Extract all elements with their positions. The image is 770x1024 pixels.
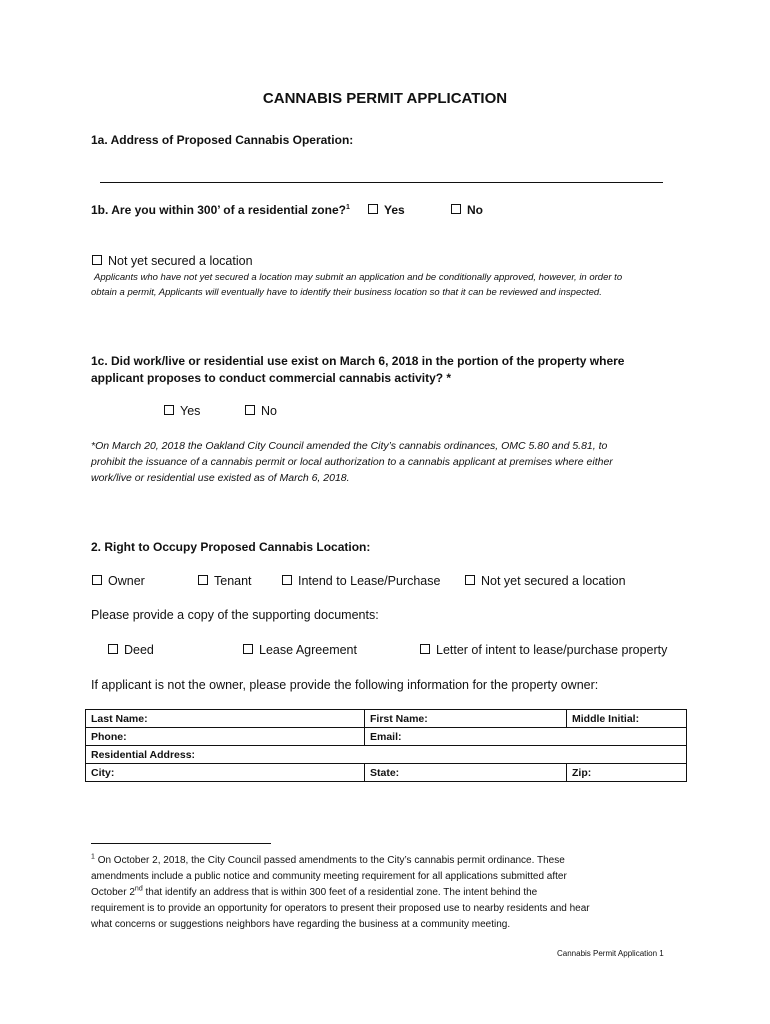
table-row: [86, 746, 687, 764]
docs-prompt: Please provide a copy of the supporting documents:: [91, 608, 379, 622]
not-secured-label: Not yet secured a location: [108, 254, 253, 268]
q1c-note-line1: *On March 20, 2018 the Oakland City Council amended the City’s cannabis ordinances, OMC 5.80 and 5.81, to: [91, 440, 608, 452]
not-secured-note-line2: obtain a permit, Applicants will eventually have to identify their business location so that it can be reviewed and inspected.: [91, 287, 602, 298]
footnote-ref: 1: [345, 204, 350, 211]
residential-address-cell[interactable]: Residential Address:: [86, 746, 687, 764]
q1c-line1: 1c. Did work/live or residential use exist on March 6, 2018 in the portion of the property where: [91, 354, 625, 368]
q1c-note-line3: work/live or residential use existed as of March 6, 2018.: [91, 472, 350, 484]
q1b-no-option[interactable]: [451, 203, 483, 217]
q1c-yes-checkbox[interactable]: [164, 405, 174, 415]
q1b-question: [91, 203, 350, 217]
q1c-note: [91, 438, 691, 486]
footnote-line3-a: October 2: [91, 887, 135, 898]
first-name-cell[interactable]: First Name:: [365, 710, 567, 728]
not-secured-note: [91, 270, 691, 300]
footnote-line1: [91, 853, 691, 869]
email-cell[interactable]: Email:: [365, 728, 687, 746]
page-footer: Cannabis Permit Application 1: [557, 949, 664, 958]
footnote-line5: what concerns or suggestions neighbors have regarding the business at a community meeting.: [91, 919, 511, 930]
table-row: [86, 764, 687, 782]
footnote-divider: [91, 843, 271, 844]
not-secured-note-line1: Applicants who have not yet secured a location may submit an application and be conditionally approved, however, in order to: [94, 272, 623, 283]
q2-tenant-checkbox[interactable]: [198, 575, 208, 585]
q1c-note-line2: prohibit the issuance of a cannabis permit or local authorization to a cannabis applicant at premises where either: [91, 456, 613, 468]
doc-letter-option[interactable]: [420, 643, 667, 657]
q1c-no-label: No: [261, 404, 277, 418]
q2-intend-checkbox[interactable]: [282, 575, 292, 585]
not-secured-option[interactable]: [92, 254, 253, 268]
footnote-line2: amendments include a public notice and community meeting requirement for all applications submitted after: [91, 871, 567, 882]
footnote: [91, 853, 691, 933]
q1c-question: [91, 353, 624, 387]
q2-not-secured-checkbox[interactable]: [465, 575, 475, 585]
doc-deed-option[interactable]: [108, 643, 154, 657]
q1c-no-option[interactable]: [245, 404, 277, 418]
footnote-line4: requirement is to provide an opportunity for operators to present their proposed use to nearby residents and hear: [91, 903, 590, 914]
q1b-yes-option[interactable]: [368, 203, 405, 217]
q1b-yes-checkbox[interactable]: [368, 204, 378, 214]
q1c-no-checkbox[interactable]: [245, 405, 255, 415]
footnote-line3-sup: nd: [134, 885, 143, 893]
q2-owner-checkbox[interactable]: [92, 575, 102, 585]
footnote-line3-b: that identify an address that is within 300 feet of a residential zone. The intent behind the: [142, 887, 538, 898]
footnote-line1-text: On October 2, 2018, the City Council passed amendments to the City’s cannabis permit ordinance. These: [97, 855, 565, 866]
zip-cell[interactable]: Zip:: [567, 764, 687, 782]
footnote-line3: [91, 885, 691, 901]
q1c-yes-label: Yes: [180, 404, 201, 418]
table-row: [86, 728, 687, 746]
q2-not-secured-label: Not yet secured a location: [481, 574, 626, 588]
q2-owner-option[interactable]: [92, 574, 145, 588]
q1c-line2: applicant proposes to conduct commercial cannabis activity? *: [91, 371, 452, 385]
footnote-marker: 1: [91, 853, 95, 861]
q2-tenant-option[interactable]: [198, 574, 252, 588]
doc-deed-label: Deed: [124, 643, 154, 657]
owner-prompt: If applicant is not the owner, please provide the following information for the property owner:: [91, 678, 599, 692]
q2-owner-label: Owner: [108, 574, 145, 588]
q1b-no-label: No: [467, 203, 483, 217]
q2-intend-label: Intend to Lease/Purchase: [298, 574, 441, 588]
not-secured-checkbox[interactable]: [92, 255, 102, 265]
last-name-cell[interactable]: Last Name:: [86, 710, 365, 728]
doc-deed-checkbox[interactable]: [108, 644, 118, 654]
doc-lease-label: Lease Agreement: [259, 643, 357, 657]
q2-not-secured-option[interactable]: [465, 574, 626, 588]
q1b-label: 1b. Are you within 300’ of a residential zone?: [91, 203, 346, 217]
q1a-label: 1a. Address of Proposed Cannabis Operation:: [91, 133, 354, 147]
middle-initial-cell[interactable]: Middle Initial:: [567, 710, 687, 728]
page-title: CANNABIS PERMIT APPLICATION: [262, 90, 508, 107]
q1b-yes-label: Yes: [384, 203, 405, 217]
doc-lease-option[interactable]: [243, 643, 357, 657]
q1b-no-checkbox[interactable]: [451, 204, 461, 214]
doc-lease-checkbox[interactable]: [243, 644, 253, 654]
q2-label: 2. Right to Occupy Proposed Cannabis Location:: [91, 540, 371, 554]
city-cell[interactable]: City:: [86, 764, 365, 782]
address-input-line[interactable]: [100, 182, 663, 183]
doc-letter-label: Letter of intent to lease/purchase property: [436, 643, 668, 657]
table-row: [86, 710, 687, 728]
state-cell[interactable]: State:: [365, 764, 567, 782]
owner-info-table: [85, 709, 687, 782]
q2-intend-option[interactable]: [282, 574, 440, 588]
phone-cell[interactable]: Phone:: [86, 728, 365, 746]
q2-tenant-label: Tenant: [214, 574, 252, 588]
doc-letter-checkbox[interactable]: [420, 644, 430, 654]
q1c-yes-option[interactable]: [164, 404, 200, 418]
